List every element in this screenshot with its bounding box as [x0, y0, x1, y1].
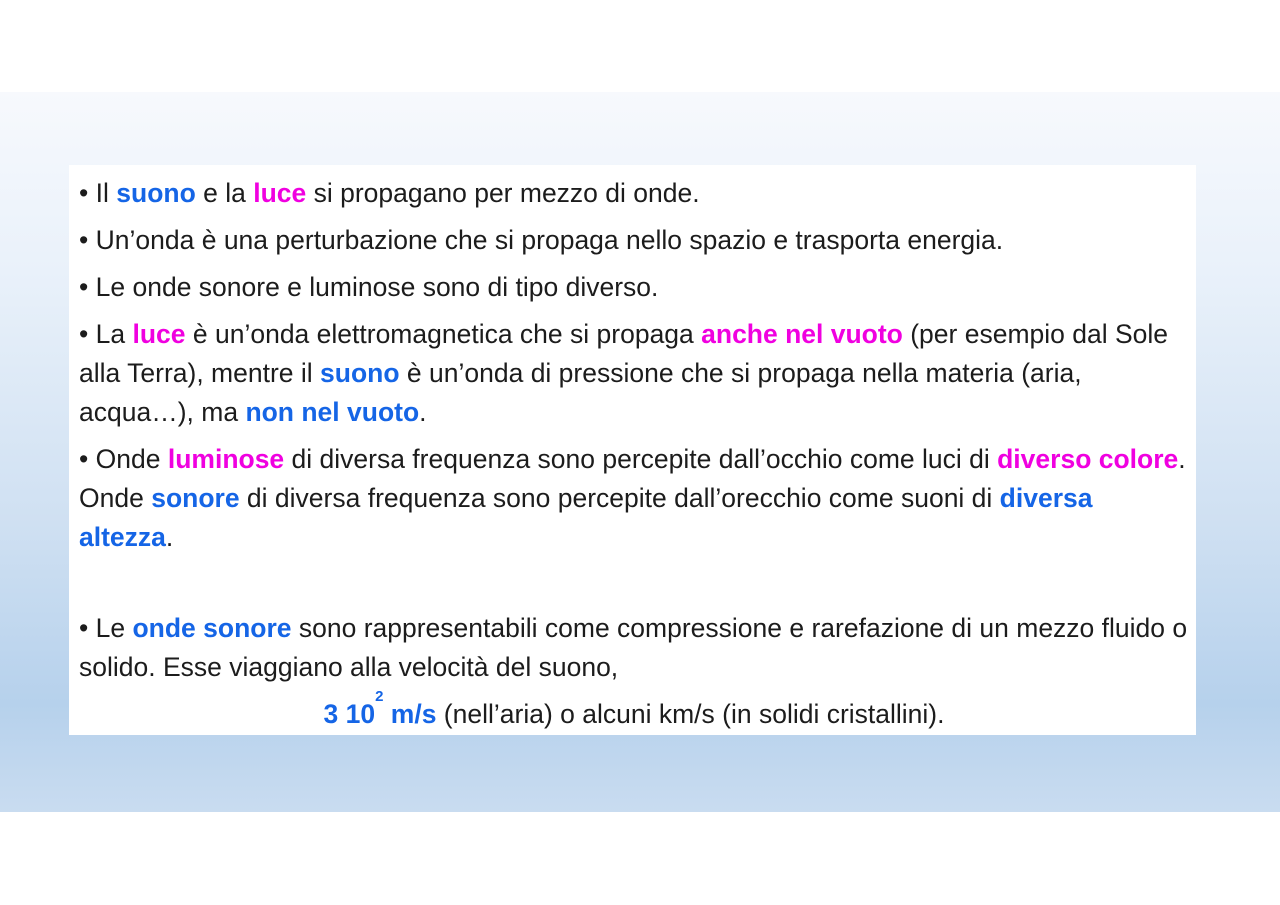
keyword-diversa-altezza: diversa altezza [79, 483, 1093, 552]
keyword-luce: luce [253, 178, 307, 208]
keyword-suono: suono [116, 178, 196, 208]
keyword-sonore: sonore [151, 483, 240, 513]
keyword-luce: luce [132, 319, 186, 349]
speed-of-sound-line: 3 $10^2$ m/s (nell’aria) o alcuni km/s (in solidi cristallini). [323, 688, 945, 729]
slide-content [79, 174, 1189, 742]
bullet-2: • Un’onda è una perturbazione che si propaga nello spazio e trasporta energia. [79, 225, 1004, 255]
bullet-5: • Onde luminose di diversa frequenza sono percepite dall’occhio come luci di diverso colore. Onde sonore di diversa frequenza sono percepite dall’orecchio come suoni di diversa altezza. [79, 444, 1186, 552]
keyword-onde-sonore: onde sonore [132, 613, 292, 643]
bullet-4: • La luce è un’onda elettromagnetica che si propaga anche nel vuoto (per esempio dal Sole alla Terra), mentre il suono è un’onda di pressione che si propaga nella materia (aria, acqua…), ma non nel vuoto. [79, 319, 1169, 427]
bullet-6: • Le onde sonore sono rappresentabili come compressione e rarefazione di un mezzo fluido o solido. Esse viaggiano alla velocità del suono, [79, 613, 1188, 682]
bullet-3: • Le onde sonore e luminose sono di tipo diverso. [79, 272, 659, 302]
speed-value: 3 $10^2$ m/s [323, 688, 437, 729]
keyword-non-nel-vuoto: non nel vuoto [245, 397, 420, 427]
keyword-luminose: luminose [167, 444, 285, 474]
keyword-suono: suono [320, 358, 400, 388]
speed-exponent: 2 [375, 688, 384, 705]
keyword-diverso-colore: diverso colore [997, 444, 1179, 474]
keyword-anche-nel-vuoto: anche nel vuoto [701, 319, 903, 349]
bullet-1: • Il suono e la luce si propagano per mezzo di onde. [79, 178, 700, 208]
